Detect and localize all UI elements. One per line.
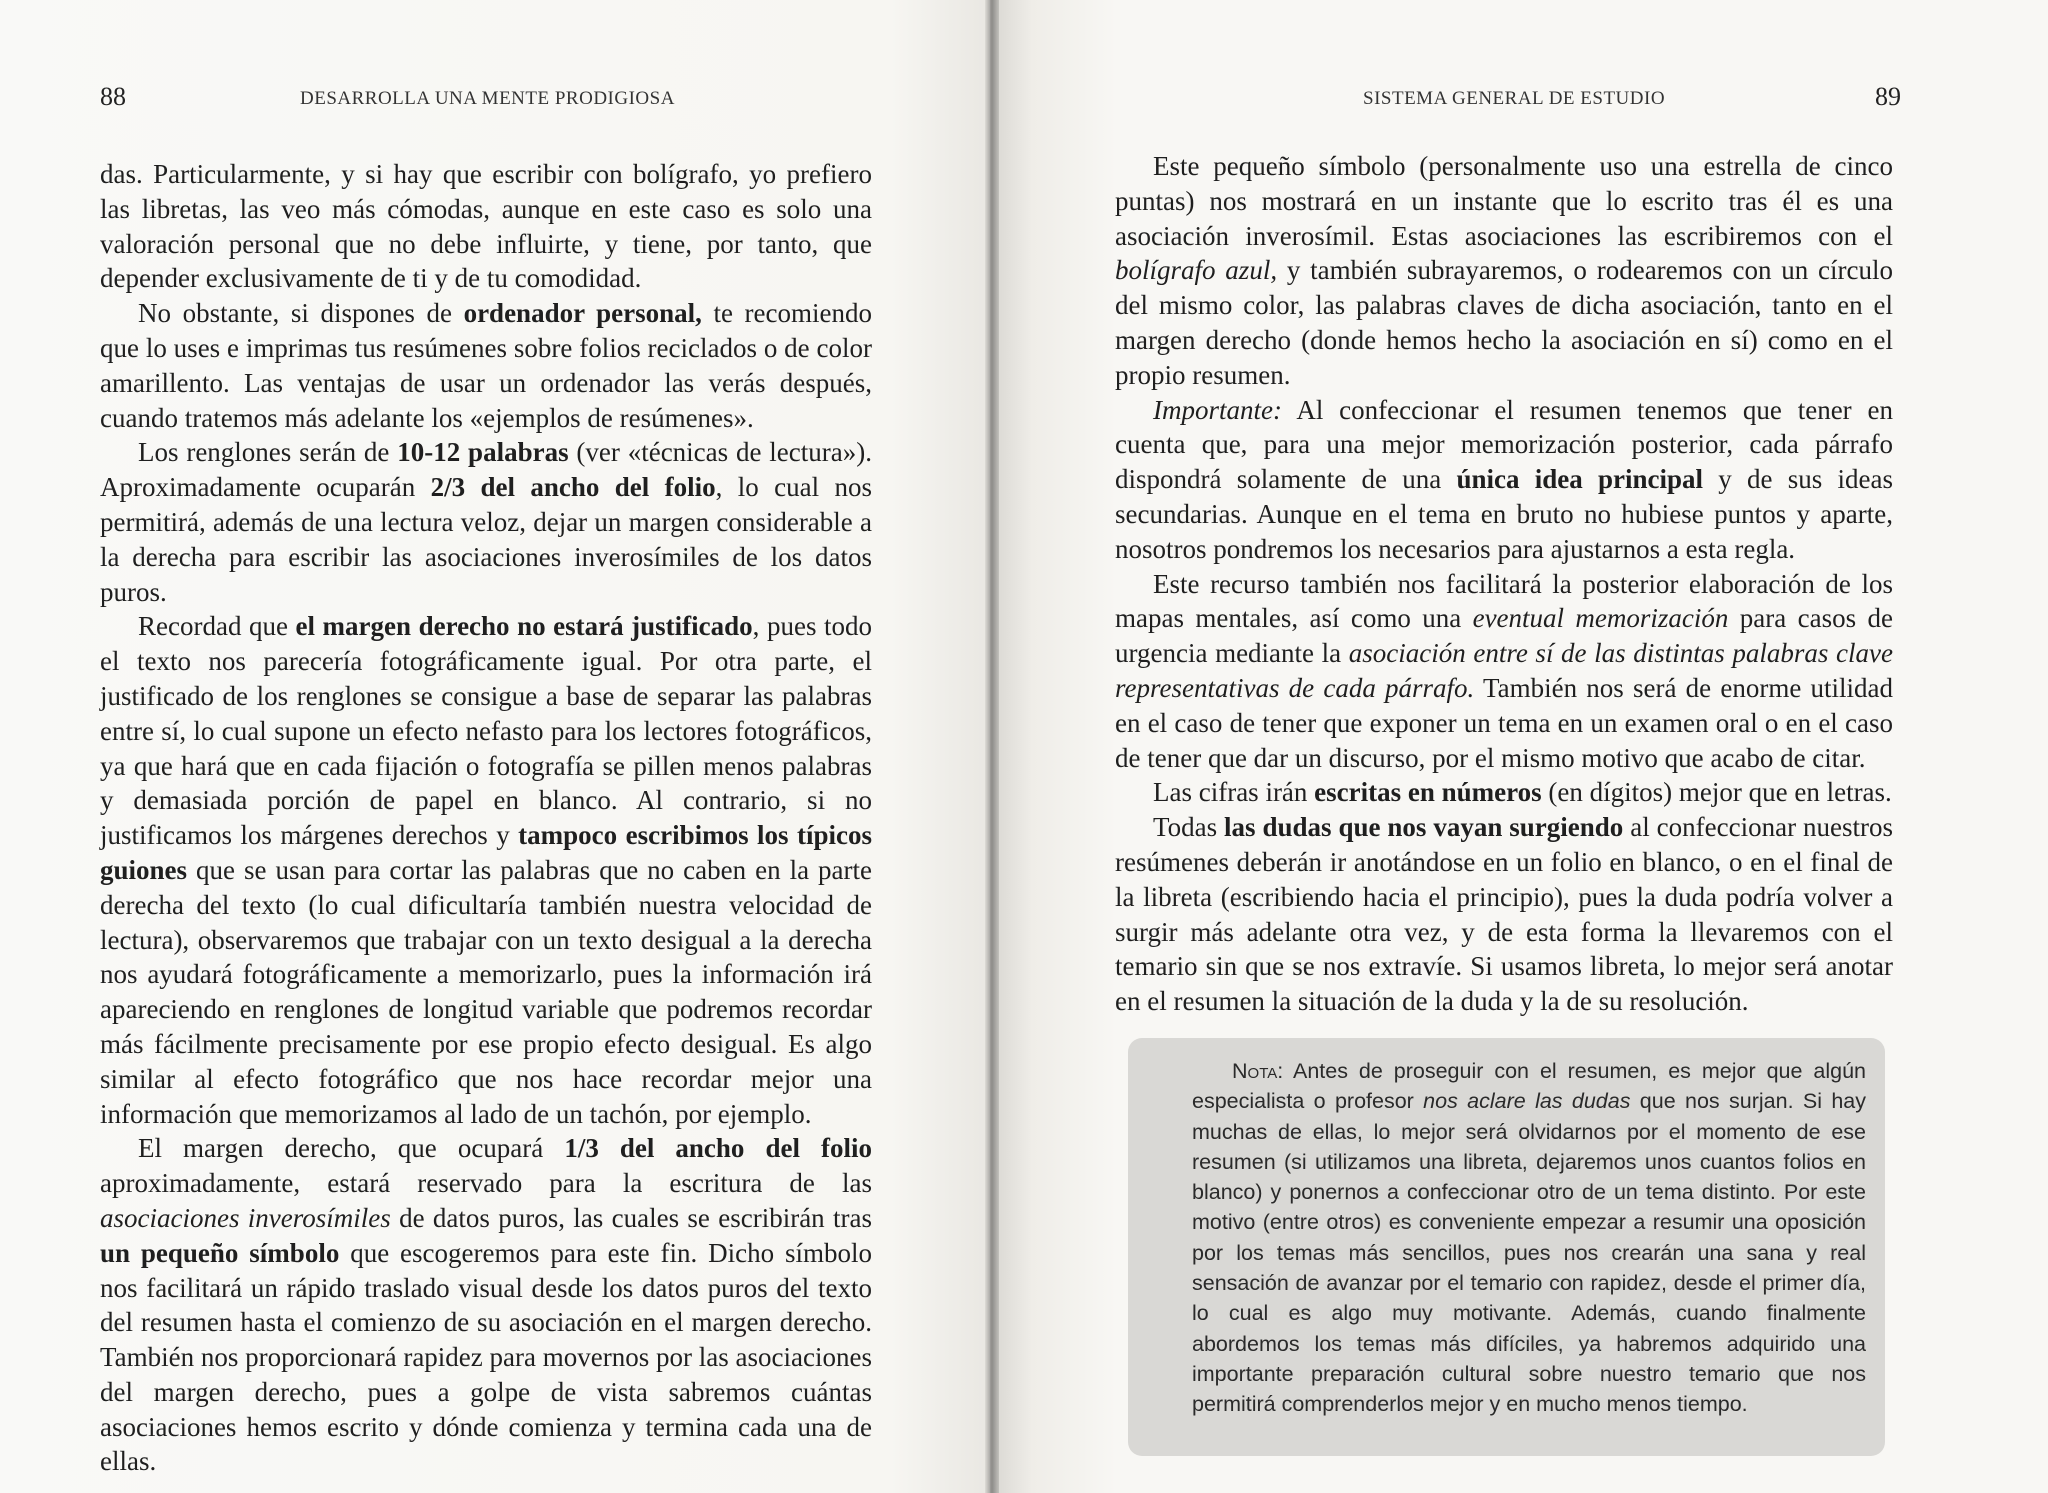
text-run: asociaciones inverosímiles (100, 1202, 391, 1233)
page-number: 89 (1875, 82, 1901, 111)
paragraph (100, 1131, 872, 1479)
text-run: y de sus ideas secundarias. Aunque en el tema en bruto no hubiese puntos y aparte, nosotros pondremos los necesarios para ajustarnos a esta regla. (1115, 464, 1893, 564)
text-run: las dudas que nos vayan surgiendo (1224, 812, 1624, 843)
paragraph (1115, 775, 1893, 810)
text-run: Antes de proseguir con el resumen, es mejor que algún especialista o profesor (1192, 1059, 1866, 1114)
text-run: También nos será de enorme utilidad en el caso de tener que exponer un tema en un examen oral o en el caso de tener que dar un discurso, por el mismo motivo que acabo de citar. (1115, 672, 1894, 773)
text-run: (ver «técnicas de lectura»). Aproximadamente ocuparán (100, 437, 872, 503)
body-text (1115, 149, 1893, 1019)
text-run: tampoco escribimos los típicos guiones (100, 820, 872, 885)
left-page (0, 0, 990, 1493)
text-run: que nos surjan. Si hay muchas de ellas, lo mejor será olvidarnos por el momento de ese resumen (si utilizamos una libreta, dejaremos unos cuantos folios en blanco) y ponernos a confeccionar otro de un tema distinto. Por este motivo (entre otros) es conveniente empezar a resumir una oposición por los temas más sencillos, pues nos crearán una sana y real sensación de avanzar por el temario con rapidez, desde el primer día, lo cual es algo muy motivante. Además, cuando finalmente abordemos los temas más difíciles, ya habremos adquirido una importante preparación cultural sobre nuestro temario que nos permitirá comprenderlos mejor y en mucho menos tiempo. (1192, 1089, 1866, 1417)
text-run: ordenador personal, (463, 298, 702, 329)
paragraph (100, 157, 872, 296)
text-run: nos aclare las dudas (1423, 1089, 1631, 1114)
text-run: al confeccionar nuestros resúmenes deberán ir anotándose en un folio en blanco, o en el final de la libreta (escribiendo hacia el principio), pues la duda podría volver a surgir más adelante otra vez, y de esta forma la llevaremos con el temario sin que se nos extravíe. Si usamos libreta, lo mejor será anotar en el resumen la situación de la duda y la de su resolución. (1115, 812, 1893, 1017)
paragraph (100, 609, 872, 1131)
text-run: Al confeccionar el resumen tenemos que tener en cuenta que, para una mejor memorización posterior, cada párrafo dispondrá solamente de una (1115, 394, 1893, 495)
note-text (1192, 1056, 1866, 1420)
book-spine (985, 0, 999, 1493)
text-run: Las cifras irán (1153, 777, 1315, 808)
paragraph (1115, 149, 1893, 393)
text-run: el margen derecho no estará justificado (295, 611, 753, 642)
text-run: No obstante, si dispones de (138, 298, 464, 329)
text-run: 10-12 palabras (397, 437, 569, 468)
text-run: para casos de urgencia mediante la (1115, 603, 1894, 669)
body-text (100, 157, 872, 1479)
text-run: un pequeño símbolo (100, 1237, 340, 1268)
paragraph (1115, 393, 1893, 567)
paragraph (1115, 810, 1893, 1019)
running-head: SISTEMA GENERAL DE ESTUDIO (1363, 88, 1666, 109)
text-run: que escogeremos para este fin. Dicho símbolo nos facilitará un rápido traslado visual desde los datos puros del texto del resumen hasta el comienzo de su asociación en el margen derecho. También nos proporcionará rapidez para movernos por las asociaciones del margen derecho, pues a golpe de vista sabremos cuántas asociaciones hemos escrito y dónde comienza y termina cada una de ellas. (100, 1237, 872, 1477)
text-run: , pues todo el texto nos parecería fotográficamente igual. Por otra parte, el justificado de los renglones se consigue a base de separar las palabras entre sí, lo cual supone un efecto nefasto para los lectores fotográficos, ya que hará que en cada fijación o fotografía se pillen menos palabras y demasiada porción de papel en blanco. Al contrario, si no justificamos los márgenes derechos y (100, 611, 872, 851)
paragraph (1115, 567, 1893, 776)
text-run: asociación entre sí de las distintas palabras clave representativas de cada párrafo. (1115, 638, 1893, 703)
text-run: eventual memorización (1472, 603, 1729, 634)
text-run: que se usan para cortar las palabras que no caben en la parte derecha del texto (lo cual dificultaría también nuestra velocidad de lectura), observaremos que trabajar con un texto desigual a la derecha nos ayudará fotográficamente a memorizarlo, pues la información irá apareciendo en renglones de longitud variable que podremos recordar más fácilmente precisamente por ese propio efecto desigual. Es algo similar al efecto fotográfico que nos hace recordar mejor una información que memorizamos al lado de un tachón, por ejemplo. (100, 854, 872, 1129)
paragraph (100, 435, 872, 609)
text-run: das. Particularmente, y si hay que escribir con bolígrafo, yo prefiero las libretas, las veo más cómodas, aunque en este caso es solo una valoración personal que no debe influirte, y tiene, por tanto, que depender exclusivamente de ti y de tu comodidad. (100, 159, 872, 294)
text-run: Recordad que (138, 611, 296, 642)
running-head: DESARROLLA UNA MENTE PRODIGIOSA (300, 88, 675, 109)
page-number: 88 (100, 82, 126, 111)
text-run: El margen derecho, que ocupará (138, 1133, 565, 1164)
note-box (1128, 1038, 1885, 1456)
text-run: te recomiendo que lo uses e imprimas tus resúmenes sobre folios reciclados o de color amarillento. Las ventajas de usar un ordenador las verás después, cuando tratemos más adelante los «ejemplos de resúmenes». (100, 298, 872, 433)
text-run: Importante: (1153, 394, 1282, 425)
text-run: Este recurso también nos facilitará la posterior elaboración de los mapas mentales, así como una (1115, 568, 1893, 634)
text-run: bolígrafo azul, (1115, 255, 1278, 286)
text-run: Todas (1153, 812, 1225, 843)
text-run: Este pequeño símbolo (personalmente uso una estrella de cinco puntas) nos mostrará en un instante que lo escrito tras él es una asociación inverosímil. Estas asociaciones las escribiremos con el (1115, 151, 1893, 251)
text-run: aproximadamente, estará reservado para la escritura de las (100, 1168, 872, 1199)
note-paragraph (1192, 1056, 1866, 1420)
text-run: única idea principal (1456, 464, 1703, 495)
right-page (990, 0, 2048, 1493)
text-run: de datos puros, las cuales se escribirán tras (390, 1202, 872, 1233)
text-run: 2/3 del ancho del folio (430, 472, 716, 503)
text-run: , lo cual nos permitirá, además de una lectura veloz, dejar un margen considerable a la derecha para escribir las asociaciones inverosímiles de los datos puros. (100, 472, 872, 607)
text-run: escritas en números (1314, 777, 1542, 808)
text-run: Nota: (1232, 1059, 1284, 1083)
text-run: Los renglones serán de (138, 437, 398, 468)
text-run: y también subrayaremos, o rodearemos con un círculo del mismo color, las palabras claves de dicha asociación, tanto en el margen derecho (donde hemos hecho la asociación en sí) como en el propio resumen. (1115, 255, 1894, 390)
text-run: 1/3 del ancho del folio (564, 1133, 873, 1164)
text-run: (en dígitos) mejor que en letras. (1541, 777, 1892, 808)
paragraph (100, 296, 872, 435)
